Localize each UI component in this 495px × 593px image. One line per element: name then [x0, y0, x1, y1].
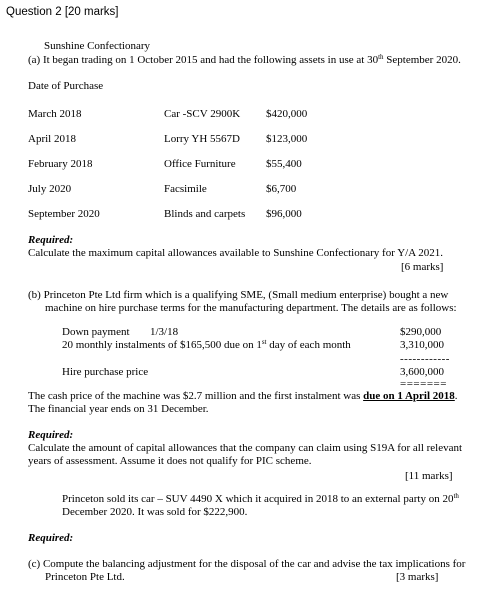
- instalments-label: 20 monthly instalments of $165,500 due on 1st day of each month: [62, 338, 351, 351]
- asset-cost: $123,000: [266, 133, 308, 145]
- down-payment-label: Down payment: [62, 326, 130, 338]
- asset-date: September 2020: [28, 208, 100, 220]
- part-a-required-label: Required:: [28, 234, 74, 246]
- instalments-amount: 3,310,000: [400, 339, 444, 351]
- car-sale-line2: December 2020. It was sold for $222,900.: [62, 506, 248, 518]
- part-a-intro: (a) It began trading on 1 October 2015 and had the following assets in use at 30th September 2020.: [28, 53, 461, 66]
- asset-cost: $96,000: [266, 208, 302, 220]
- part-b-task-line2: years of assessment. Assume it does not qualify for PIC scheme.: [28, 455, 312, 467]
- part-a-marks: [6 marks]: [401, 261, 444, 273]
- asset-cost: $420,000: [266, 108, 308, 120]
- asset-name: Office Furniture: [164, 158, 236, 170]
- part-b-intro-line1: (b) Princeton Pte Ltd firm which is a qualifying SME, (Small medium enterprise) bought a new: [28, 289, 449, 301]
- total-rule: =======: [400, 378, 447, 390]
- date-of-purchase-header: Date of Purchase: [28, 80, 104, 92]
- part-c-line1: (c) Compute the balancing adjustment for the disposal of the car and advise the tax implications for: [28, 558, 466, 570]
- first-instalment-date: due on 1 April 2018: [363, 390, 455, 402]
- part-b-marks: [11 marks]: [405, 470, 453, 482]
- car-sale-line1: Princeton sold its car – SUV 4490 X which it acquired in 2018 to an external party on 20th: [62, 492, 459, 505]
- part-c-marks: [3 marks]: [396, 571, 439, 583]
- asset-name: Facsimile: [164, 183, 207, 195]
- question-heading: Question 2 [20 marks]: [6, 6, 119, 18]
- financial-year-line: The financial year ends on 31 December.: [28, 403, 209, 415]
- subtotal-rule: ------------: [400, 353, 450, 365]
- down-payment-amount: $290,000: [400, 326, 442, 338]
- company-name: Sunshine Confectionary: [44, 40, 151, 52]
- asset-date: February 2018: [28, 158, 93, 170]
- hire-purchase-label: Hire purchase price: [62, 366, 149, 378]
- asset-name: Blinds and carpets: [164, 208, 246, 220]
- part-b-intro-line2: machine on hire purchase terms for the manufacturing department. The details are as follows:: [45, 302, 457, 314]
- asset-date: April 2018: [28, 133, 76, 145]
- asset-cost: $6,700: [266, 183, 297, 195]
- asset-cost: $55,400: [266, 158, 302, 170]
- hire-purchase-amount: 3,600,000: [400, 366, 444, 378]
- asset-date: July 2020: [28, 183, 72, 195]
- part-c-required-label: Required:: [28, 532, 74, 544]
- asset-name: Car -SCV 2900K: [164, 108, 241, 120]
- asset-name: Lorry YH 5567D: [164, 133, 240, 145]
- part-a-task: Calculate the maximum capital allowances available to Sunshine Confectionary for Y/A 2021.: [28, 247, 444, 259]
- asset-date: March 2018: [28, 108, 82, 120]
- part-b-required-label: Required:: [28, 429, 74, 441]
- part-c-line2: Princeton Pte Ltd.: [45, 571, 125, 583]
- down-payment-date: 1/3/18: [150, 326, 179, 338]
- cash-price-line: The cash price of the machine was $2.7 million and the first instalment was due on 1 April 2018.: [28, 390, 458, 402]
- part-b-task-line1: Calculate the amount of capital allowances that the company can claim using S19A for all relevant: [28, 442, 463, 454]
